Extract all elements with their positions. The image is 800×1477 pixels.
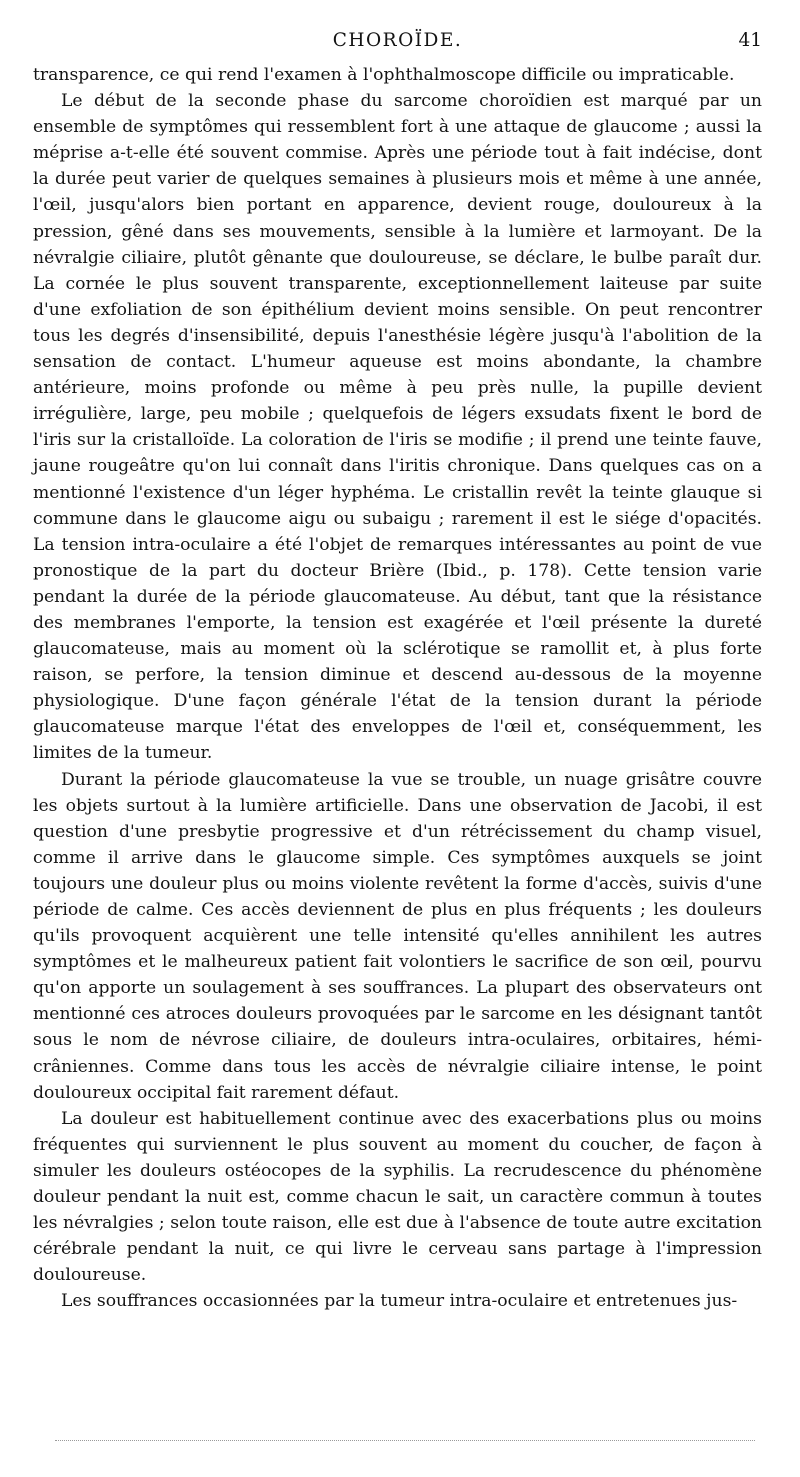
paragraph-5: Les souffrances occasionnées par la tumeur intra-oculaire et entretenues jus- <box>61 1291 738 1312</box>
page-number: 41 <box>738 30 762 51</box>
page-header <box>33 30 762 58</box>
running-title: CHOROÏDE. <box>332 30 463 51</box>
footer-dotted-rule <box>55 1440 755 1441</box>
paragraph-4: La douleur est habituellement continue avec des exacerbations plus ou moins fréquentes qui surviennent le plus souvent au moment du coucher, de façon à simuler les douleurs ostéocopes de la syphilis. La recrudescence du phénomène douleur pendant la nuit est, comme chacun le sait, un caractère commun à toutes les névralgies ; selon toute raison, elle est due à l'absence de toute autre excitation cérébrale pendant la nuit, ce qui livre le cerveau sans partage à l'impression douloureuse. <box>33 1108 762 1286</box>
paragraph-2: Le début de la seconde phase du sarcome choroïdien est marqué par un ensemble de symptômes qui ressemblent fort à une attaque de glaucome ; aussi la méprise a-t-elle été souvent commise. Après une période tout à fait indécise, dont la durée peut varier de quelques semaines à plusieurs mois et même à une année, l'œil, jusqu'alors bien portant en apparence, devient rouge, douloureux à la pression, gêné dans ses mouvements, sensible à la lumière et larmoyant. De la névralgie ciliaire, plutôt gênante que douloureuse, se déclare, le bulbe paraît dur. La cornée le plus souvent transparente, exceptionnellement laiteuse par suite d'une exfoliation de son épithélium devient moins sensible. On peut rencontrer tous les degrés d'insensibilité, depuis l'anesthésie légère jusqu'à l'abolition de la sensation de contact. L'humeur aqueuse est moins abondante, la chambre antérieure, moins profonde ou même à peu près nulle, la pupille devient irrégulière, large, peu mobile ; quelquefois de légers exsudats fixent le bord de l'iris sur la cristalloïde. La coloration de l'iris se modifie ; il prend une teinte fauve, jaune rougeâtre qu'on lui connaît dans l'iritis chronique. Dans quelques cas on a mentionné l'existence d'un léger hyphéma. Le cristallin revêt la teinte glauque si commune dans le glaucome aigu ou subaigu ; rarement il est le siége d'opacités. La tension intra-oculaire a été l'objet de remarques intéressantes au point de vue pronostique de la part du docteur Brière (Ibid., p. 178). Cette tension varie pendant la durée de la période glaucomateuse. Au début, tant que la résistance des membranes l'emporte, la tension est exagérée et l'œil présente la dureté glaucomateuse, mais au moment où la sclérotique se ramollit et, à plus forte raison, se perfore, la tension diminue et descend au-dessous de la moyenne physiologique. D'une façon générale l'état de la tension durant la période glaucomateuse marque l'état des enveloppes de l'œil et, conséquemment, les limites de la tumeur. <box>33 91 762 764</box>
body-text <box>33 62 762 1315</box>
paragraph-3: Durant la période glaucomateuse la vue se trouble, un nuage grisâtre couvre les objets surtout à la lumière artificielle. Dans une observation de Jacobi, il est question d'une presbytie progressive et d'un rétrécissement du champ visuel, comme il arrive dans le glaucome simple. Ces symptômes auxquels se joint toujours une douleur plus ou moins violente revêtent la forme d'accès, suivis d'une période de calme. Ces accès deviennent de plus en plus fréquents ; les douleurs qu'ils provoquent acquièrent une telle intensité qu'elles annihilent les autres symptômes et le malheureux patient fait volontiers le sacrifice de son œil, pourvu qu'on apporte un soulagement à ses souffrances. La plupart des observateurs ont mentionné ces atroces douleurs provoquées par le sarcome en les désignant tantôt sous le nom de névrose ciliaire, de douleurs intra-oculaires, orbitaires, hémi-crâniennes. Comme dans tous les accès de névralgie ciliaire intense, le point douloureux occipital fait rarement défaut. <box>33 769 762 1103</box>
paragraph-1: transparence, ce qui rend l'examen à l'ophthalmoscope difficile ou impraticable. <box>33 65 735 85</box>
